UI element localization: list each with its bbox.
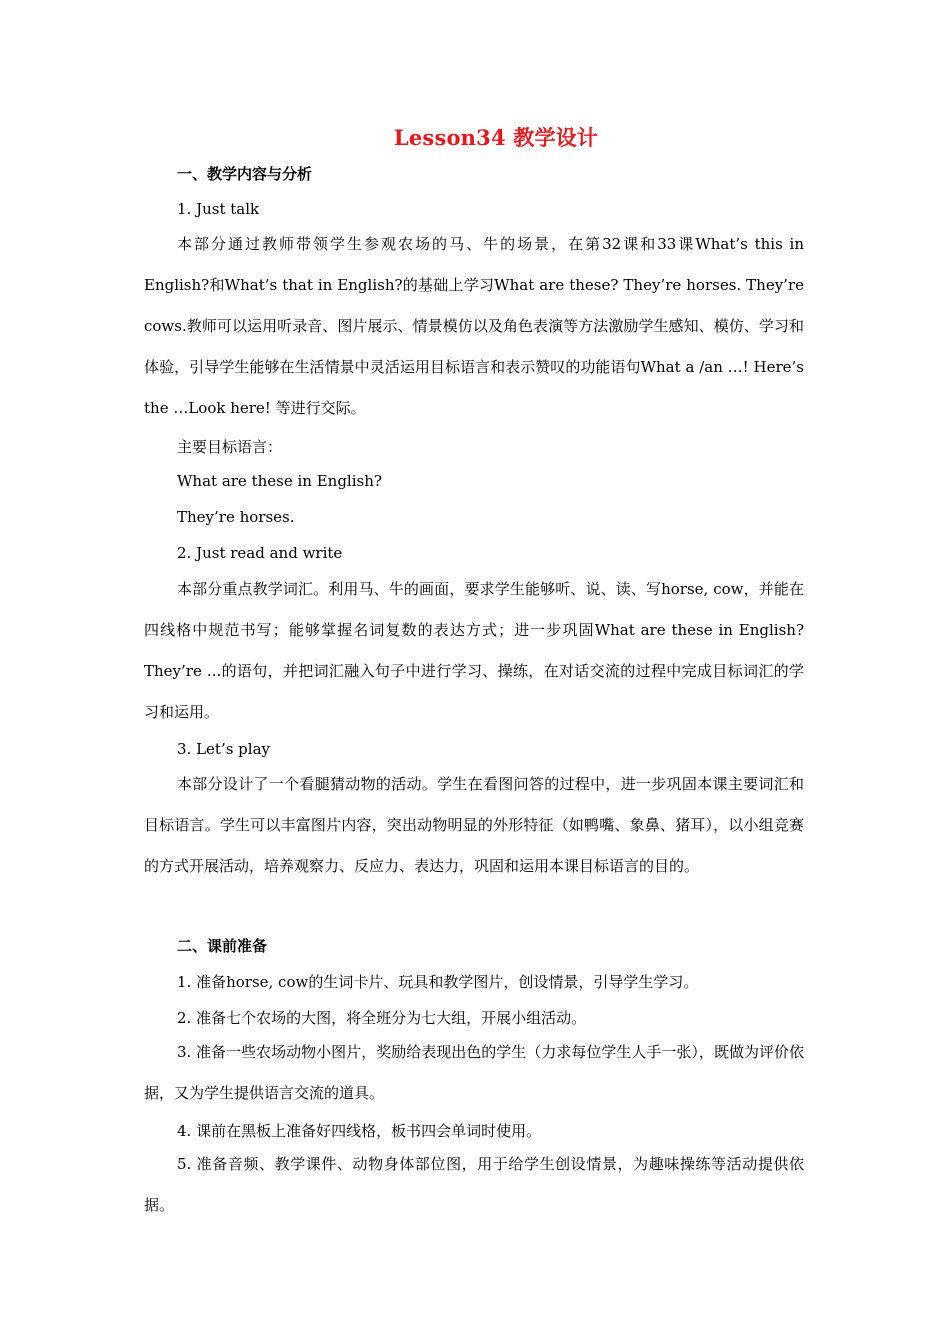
- item1-paragraph: 本部分通过教师带领学生参观农场的马、牛的场景，在第32课和33课What’s this in English?和What’s that in English?的基础上学习What are these? They’re horses. They’re cows.教师可以运用听录音、图片展示、情景模仿以及角色表演等方法激励学生感知、模仿、学习和体验，引导学生能够在生活情景中灵活运用目标语言和表示赞叹的功能语句What a /an …! Here’s the …Look here! 等进行交际。: [144, 235, 804, 417]
- item3-title: 3. Let’s play: [177, 740, 270, 758]
- prep-item-5: 5. 准备音频、教学课件、动物身体部位图，用于给学生创设情景，为趣味操练等活动提供依据。: [144, 1155, 804, 1214]
- prep-item-3: 3. 准备一些农场动物小图片，奖励给表现出色的学生（力求每位学生人手一张），既做为评价依据，又为学生提供语言交流的道具。: [144, 1043, 804, 1102]
- target-line-1: What are these in English?: [177, 472, 382, 490]
- section2-heading: 二、课前准备: [177, 937, 268, 955]
- prep-item-2: 2. 准备七个农场的大图，将全班分为七大组，开展小组活动。: [177, 1009, 587, 1027]
- prep-item-4: 4. 课前在黑板上准备好四线格，板书四会单词时使用。: [177, 1122, 542, 1140]
- item2-title: 2. Just read and write: [177, 544, 343, 562]
- prep-item-1: 1. 准备horse, cow的生词卡片、玩具和教学图片，创设情景，引导学生学习。: [177, 973, 699, 991]
- target-language-label: 主要目标语言：: [177, 438, 283, 456]
- document-title: Lesson34 教学设计: [393, 125, 599, 150]
- section1-heading: 一、教学内容与分析: [177, 165, 313, 183]
- item2-paragraph: 本部分重点教学词汇。利用马、牛的画面，要求学生能够听、说、读、写horse, cow，并能在四线格中规范书写；能够掌握名词复数的表达方式；进一步巩固What are these in English? They’re ...的语句，并把词汇融入句子中进行学习、操练，在对话交流的过程中完成目标词汇的学习和运用。: [144, 580, 804, 721]
- item3-paragraph: 本部分设计了一个看腿猜动物的活动。学生在看图问答的过程中，进一步巩固本课主要词汇和目标语言。学生可以丰富图片内容，突出动物明显的外形特征（如鸭嘴、象鼻、猪耳），以小组竞赛的方式开展活动，培养观察力、反应力、表达力，巩固和运用本课目标语言的目的。: [144, 775, 804, 875]
- item1-title: 1. Just talk: [177, 200, 260, 218]
- target-line-2: They’re horses.: [177, 508, 295, 526]
